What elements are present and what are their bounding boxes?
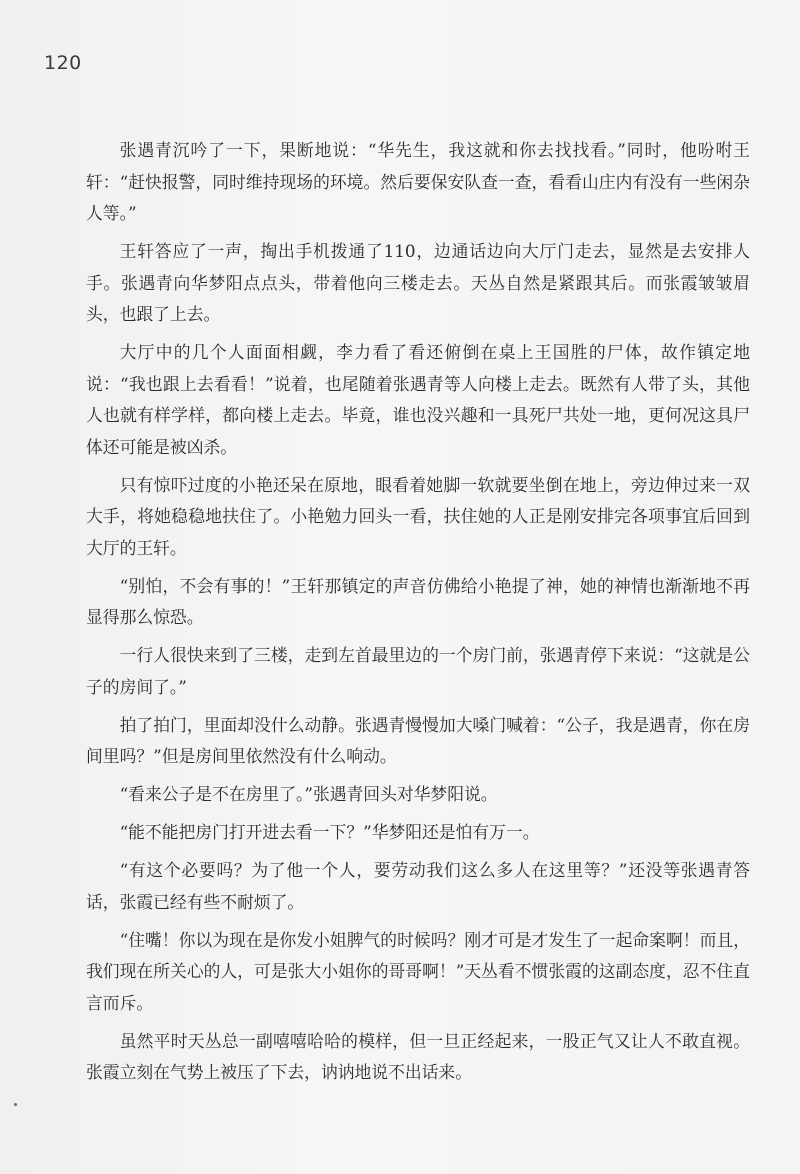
paragraph: “住嘴！你以为现在是你发小姐脾气的时候吗？刚才可是才发生了一起命案啊！而且，我们现在所关心的人，可是张大小姐你的哥哥啊！”天丛看不惯张霞的这副态度，忍不住直言而斥。 [86, 929, 750, 1013]
paragraph: 张遇青沉吟了一下，果断地说：“华先生，我这就和你去找找看。”同时，他吩咐王轩：“赶快报警，同时维持现场的环境。然后要保安队查一查，看看山庄内有没有一些闲杂人等。” [86, 140, 750, 223]
paragraph: 虽然平时天丛总一副嘻嘻哈哈的模样，但一旦正经起来，一股正气又让人不敢直视。张霞立刻在气势上被压了下去，讷讷地说不出话来。 [86, 1030, 750, 1082]
paragraph: 王轩答应了一声，掏出手机拨通了110，边通话边向大厅门走去，显然是去安排人手。张遇青向华梦阳点点头，带着他向三楼走去。天丛自然是紧跟其后。而张霞皱皱眉头，也跟了上去。 [86, 241, 750, 324]
paragraph: “看来公子是不在房里了。”张遇青回头对华梦阳说。 [119, 784, 498, 804]
paragraph: “能不能把房门打开进去看一下？”华梦阳还是怕有万一。 [119, 822, 540, 842]
paragraph: 拍了拍门，里面却没什么动静。张遇青慢慢加大嗓门喊着：“公子，我是遇青，你在房间里吗？”但是房间里依然没有什么响动。 [86, 714, 750, 766]
paragraph: “别怕，不会有事的！”王轩那镇定的声音仿佛给小艳提了神，她的神情也渐渐地不再显得那么惊恐。 [86, 575, 750, 627]
page-number: 120 [44, 52, 82, 74]
body-text [86, 135, 750, 1089]
paragraph: 一行人很快来到了三楼，走到左首最里边的一个房门前，张遇青停下来说：“这就是公子的房间了。” [86, 645, 750, 697]
paragraph: “有这个必要吗？为了他一个人，要劳动我们这么多人在这里等？”还没等张遇青答话，张霞已经有些不耐烦了。 [86, 860, 750, 912]
paragraph: 只有惊吓过度的小艳还呆在原地，眼看着她脚一软就要坐倒在地上，旁边伸过来一双大手，将她稳稳地扶住了。小艳勉力回头一看，扶住她的人正是刚安排完各项事宜后回到大厅的王轩。 [86, 474, 750, 558]
paragraph: 大厅中的几个人面面相觑，李力看了看还俯倒在桌上王国胜的尸体，故作镇定地说：“我也跟上去看看！”说着，也尾随着张遇青等人向楼上走去。既然有人带了头，其他人也就有样学样，都向楼上走去。毕竟，谁也没兴趣和一具死尸共处一地，更何况这具尸体还可能是被凶杀。 [86, 342, 750, 457]
scan-speck [14, 1103, 17, 1106]
